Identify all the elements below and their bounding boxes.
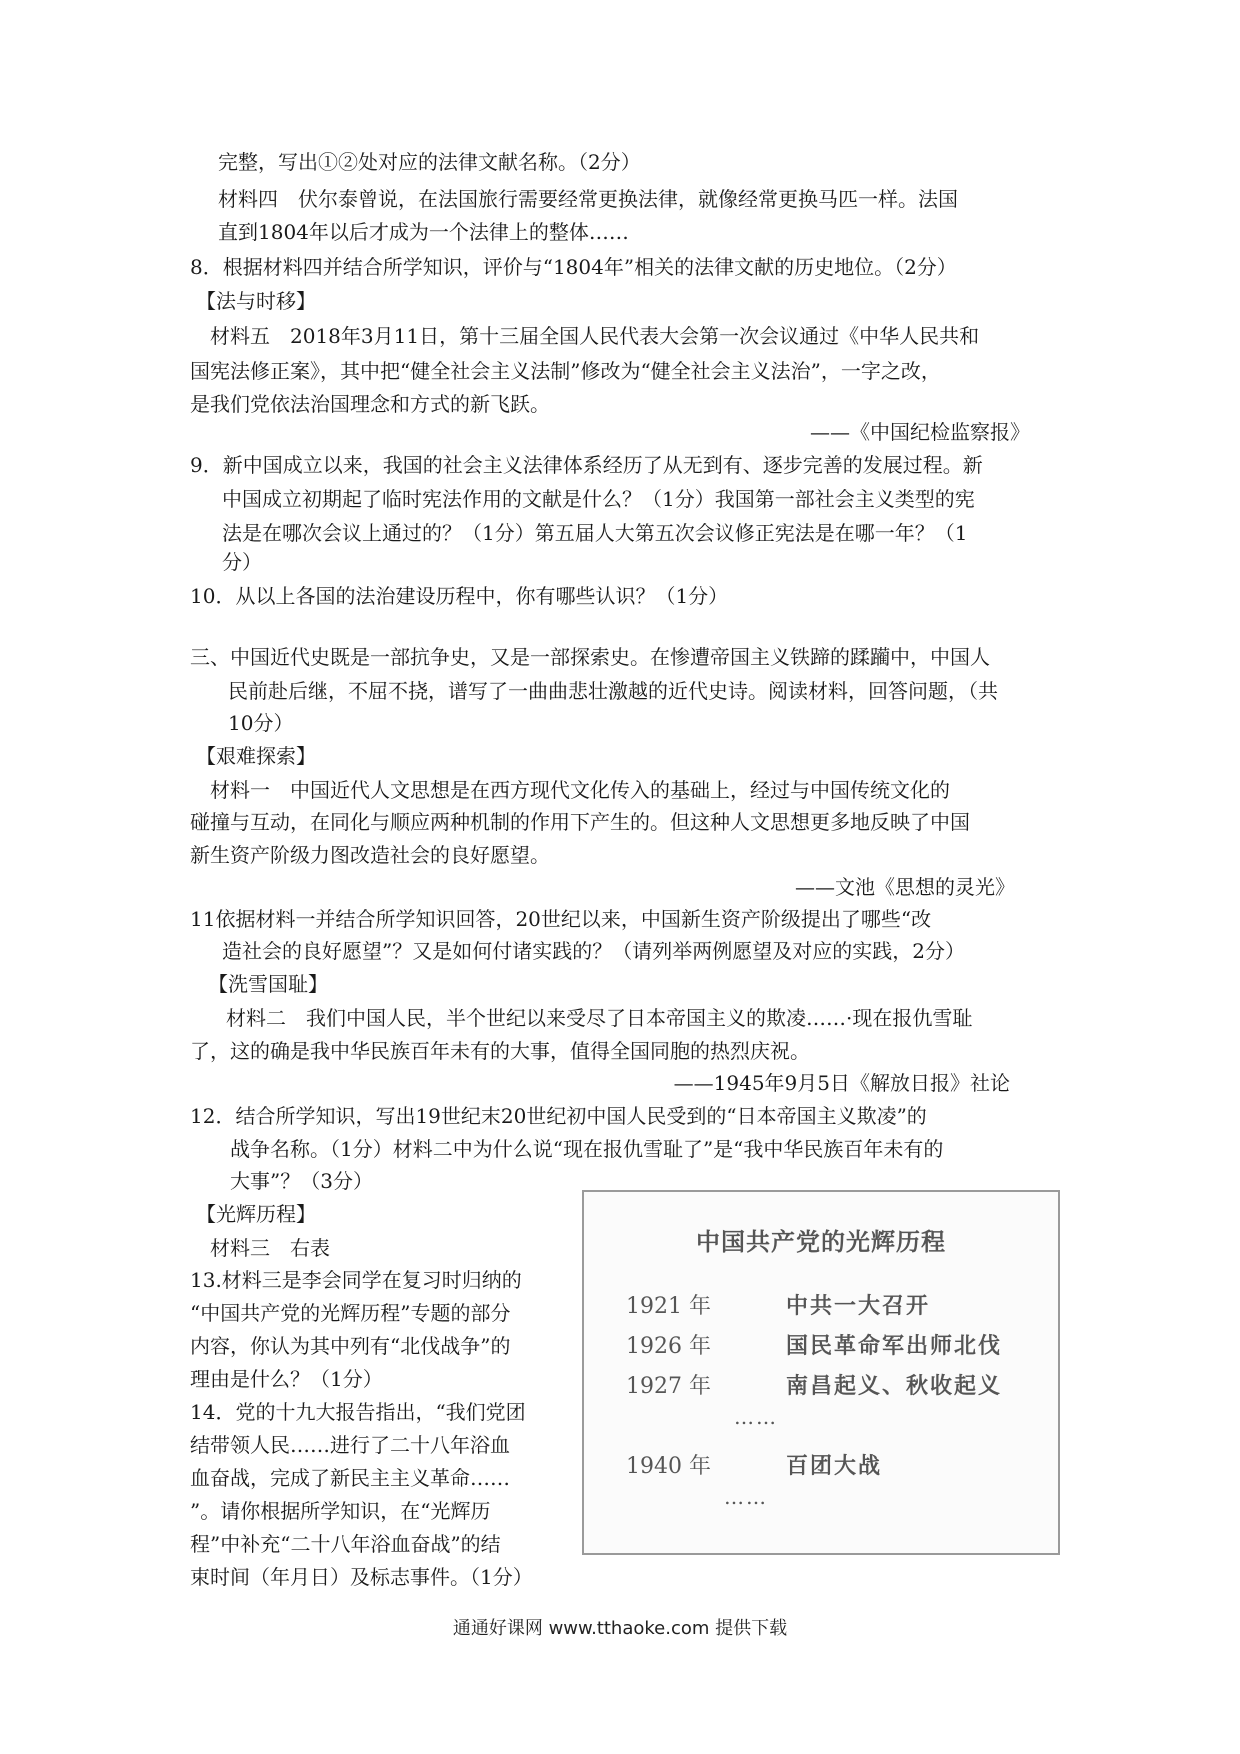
- text-line: 法是在哪次会议上通过的？（1分）第五届人大第五次会议修正宪法是在哪一年？（1: [222, 521, 968, 545]
- source-citation: ——《中国纪检监察报》: [810, 420, 1030, 444]
- year: 1921 年: [626, 1294, 711, 1319]
- section-heading: 【洗雪国耻】: [208, 972, 328, 996]
- text-line: 结带领人民……进行了二十八年浴血: [190, 1433, 510, 1457]
- section-three-intro: 三、中国近代史既是一部抗争史，又是一部探索史。在惨遭帝国主义铁蹄的蹂躏中，中国人: [190, 645, 990, 669]
- text-line: “中国共产党的光辉历程”专题的部分: [190, 1301, 511, 1325]
- text-line: 材料二 我们中国人民，半个世纪以来受尽了日本帝国主义的欺凌……·现在报仇雪耻: [226, 1006, 973, 1030]
- table-title: 中国共产党的光辉历程: [696, 1228, 946, 1256]
- question-9: 9．新中国成立以来，我国的社会主义法律体系经历了从无到有、逐步完善的发展过程。新: [190, 453, 983, 477]
- text-line: 内容，你认为其中列有“北伐战争”的: [190, 1334, 511, 1358]
- text-line: 束时间（年月日）及标志事件。（1分）: [190, 1565, 533, 1589]
- section-heading: 【法与时移】: [196, 289, 316, 313]
- question-12: 12．结合所学知识，写出19世纪末20世纪初中国人民受到的“日本帝国主义欺凌”的: [190, 1104, 927, 1128]
- cpc-history-table: [582, 1190, 1060, 1555]
- question-13: 13.材料三是李会同学在复习时归纳的: [190, 1268, 522, 1292]
- source-citation: ——文池《思想的灵光》: [795, 875, 1015, 899]
- ellipsis: ……: [734, 1405, 778, 1429]
- text-line: 10分）: [228, 711, 294, 735]
- text-line: 血奋战，完成了新民主主义革命……: [190, 1466, 510, 1490]
- year: 1940 年: [626, 1454, 711, 1479]
- text-line: 完整，写出①②处对应的法律文献名称。（2分）: [218, 150, 641, 174]
- text-line: 材料一 中国近代人文思想是在西方现代文化传入的基础上，经过与中国传统文化的: [210, 778, 950, 802]
- year: 1927 年: [626, 1374, 711, 1399]
- text-line: 大事”？（3分）: [230, 1169, 373, 1193]
- event: 南昌起义、秋收起义: [786, 1374, 1003, 1399]
- text-line: 直到1804年以后才成为一个法律上的整体……: [218, 220, 629, 244]
- text-line: 战争名称。（1分）材料二中为什么说“现在报仇雪耻了”是“我中华民族百年未有的: [230, 1137, 944, 1161]
- text-line: 造社会的良好愿望”？又是如何付诸实践的？（请列举两例愿望及对应的实践，2分）: [222, 939, 965, 963]
- event: 中共一大召开: [786, 1294, 931, 1319]
- question-10: 10．从以上各国的法治建设历程中，你有哪些认识？（1分）: [190, 584, 729, 608]
- year: 1926 年: [626, 1334, 711, 1359]
- table-row: [626, 1369, 1002, 1400]
- question-8: 8．根据材料四并结合所学知识，评价与“1804年”相关的法律文献的历史地位。（2分）: [190, 255, 957, 279]
- text-line: 材料三 右表: [210, 1236, 330, 1260]
- section-heading: 【艰难探索】: [196, 744, 316, 768]
- text-line: 材料五 2018年3月11日，第十三届全国人民代表大会第一次会议通过《中华人民共和: [210, 324, 980, 348]
- text-line: 程”中补充“二十八年浴血奋战”的结: [190, 1532, 501, 1556]
- text-line: 民前赴后继，不屈不挠，谱写了一曲曲悲壮激越的近代史诗。阅读材料，回答问题，（共: [228, 679, 998, 703]
- text-line: 中国成立初期起了临时宪法作用的文献是什么？（1分）我国第一部社会主义类型的宪: [222, 487, 975, 511]
- text-line: 是我们党依法治国理念和方式的新飞跃。: [190, 392, 550, 416]
- source-citation: ——1945年9月5日《解放日报》社论: [673, 1071, 1010, 1095]
- text-line: 了，这的确是我中华民族百年未有的大事，值得全国同胞的热烈庆祝。: [190, 1039, 810, 1063]
- table-row: [626, 1289, 930, 1320]
- text-line: 材料四 伏尔泰曾说，在法国旅行需要经常更换法律，就像经常更换马匹一样。法国: [218, 187, 958, 211]
- text-line: 分）: [222, 550, 262, 574]
- event: 百团大战: [786, 1454, 883, 1479]
- ellipsis: ……: [724, 1485, 768, 1509]
- event: 国民革命军出师北伐: [786, 1334, 1003, 1359]
- question-14: 14．党的十九大报告指出，“我们党团: [190, 1400, 526, 1424]
- text-line: 碰撞与互动，在同化与顺应两种机制的作用下产生的。但这种人文思想更多地反映了中国: [190, 810, 970, 834]
- text-line: 理由是什么？（1分）: [190, 1367, 383, 1391]
- question-11: 11依据材料一并结合所学知识回答，20世纪以来，中国新生资产阶级提出了哪些“改: [190, 907, 932, 931]
- text-line: 新生资产阶级力图改造社会的良好愿望。: [190, 843, 550, 867]
- section-heading: 【光辉历程】: [196, 1202, 316, 1226]
- text-line: 国宪法修正案》，其中把“健全社会主义法制”修改为“健全社会主义法治”，一字之改，: [190, 359, 941, 383]
- table-row: [626, 1329, 1002, 1360]
- table-row: [626, 1449, 882, 1480]
- page-footer: 通通好课网 www.tthaoke.com 提供下载: [452, 1618, 788, 1639]
- text-line: ”。请你根据所学知识，在“光辉历: [190, 1499, 491, 1523]
